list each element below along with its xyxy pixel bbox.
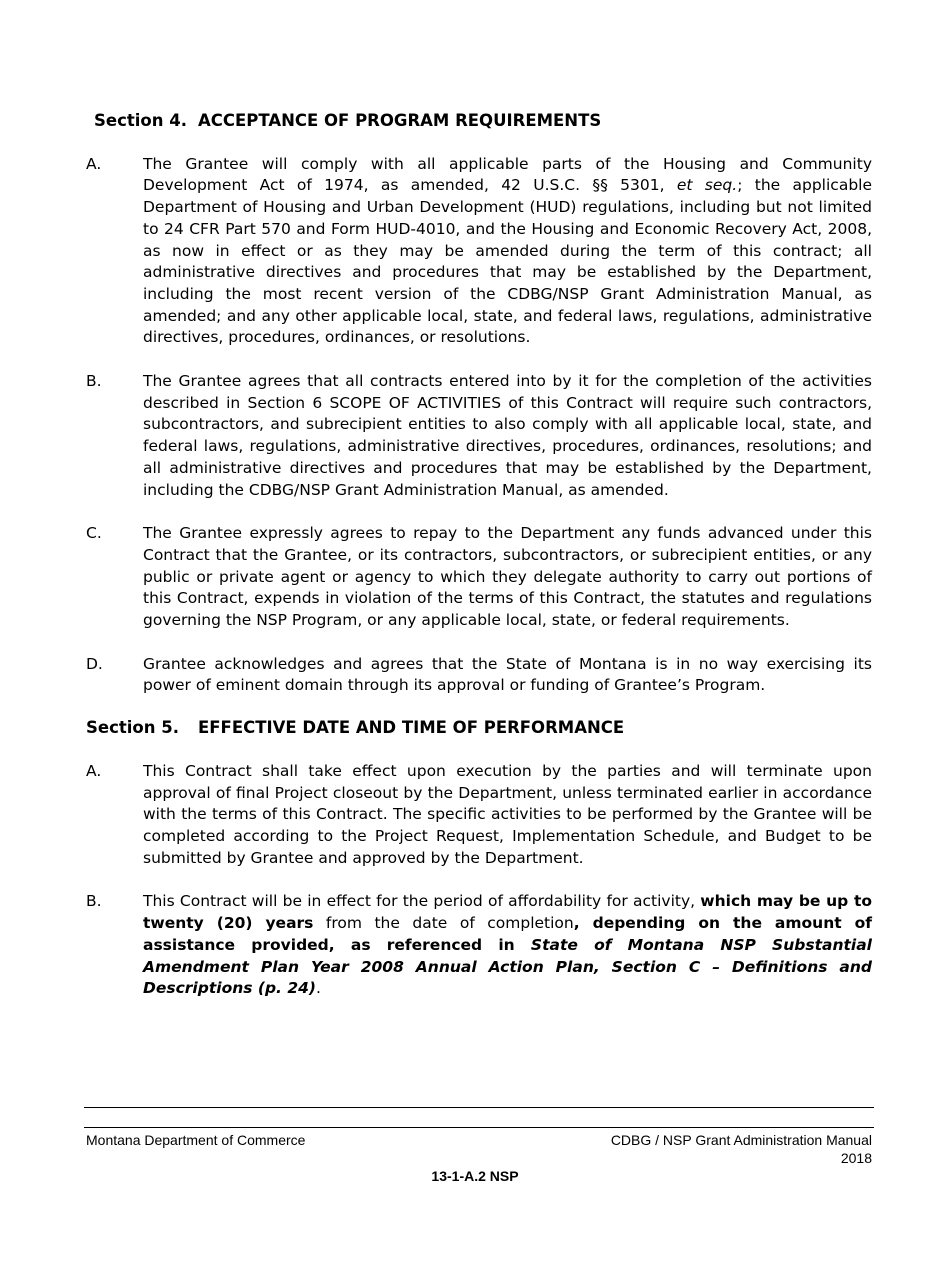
- item-text-part: This Contract will be in effect for the period of affordability for activity,: [143, 892, 701, 911]
- item-letter: A.: [86, 154, 102, 173]
- item-text-bold: , depending on the amount of assistance provided, as referenced in: [143, 914, 873, 954]
- section-5-number: Section 5.: [86, 718, 179, 738]
- section-5-title: EFFECTIVE DATE AND TIME OF PERFORMANCE: [198, 718, 625, 738]
- item-text: The Grantee agrees that all contracts entered into by it for the completion of the activities described in Section 6 SCOPE OF ACTIVITIES of this Contract will require such contractors, subcontractors, and subrecipient entities to also comply with all applicable local, state, and federal laws, regulations, administrative directives, procedures, ordinances, resolutions; and all administrative directives and procedures that may be established by the Department, including the CDBG/NSP Grant Administration Manual, as amended.: [143, 372, 872, 499]
- section-5-item-b: [86, 891, 872, 1000]
- item-text-part: .: [316, 979, 321, 998]
- item-text-part: from the date of completion: [313, 914, 574, 933]
- document-body: [86, 110, 872, 1000]
- item-text: Grantee acknowledges and agrees that the State of Montana is in no way exercising its power of eminent domain through its approval or funding of Grantee’s Program.: [143, 654, 872, 695]
- section-5-heading: [86, 717, 872, 739]
- item-letter: D.: [86, 654, 103, 673]
- item-letter: C.: [86, 524, 102, 543]
- footer-manual-title: CDBG / NSP Grant Administration Manual: [610, 1132, 872, 1148]
- section-4-number: Section 4.: [94, 111, 187, 130]
- section-5-item-a: [86, 761, 872, 870]
- item-text-part: The Grantee will comply with all applicable parts of the Housing and Community Development Act of 1974, as amended, 42 U.S.C. §§ 5301,: [143, 154, 872, 195]
- footer-rule-bottom: [84, 1127, 874, 1128]
- footer-left: Montana Department of Commerce: [86, 1132, 306, 1148]
- section-4-item-a: [86, 154, 872, 349]
- footer-page-id: 13-1-A.2 NSP: [431, 1168, 519, 1184]
- item-letter: A.: [86, 761, 102, 780]
- footer-right: [560, 1131, 872, 1167]
- footer-rule-top: [84, 1107, 874, 1108]
- item-text-bold: which may be up to twenty (20) years: [143, 892, 872, 933]
- section-4-item-d: [86, 654, 872, 697]
- footer-year: 2018: [840, 1150, 872, 1166]
- item-letter: B.: [86, 892, 102, 911]
- item-text: The Grantee expressly agrees to repay to the Department any funds advanced under this Contract that the Grantee, or its contractors, subcontractors, or subrecipient entities, or any public or private agent or agency to which they delegate authority to carry out portions of this Contract, expends in violation of the terms of this Contract, the statutes and regulations governing the NSP Program, or any applicable local, state, or federal requirements.: [143, 524, 872, 630]
- item-text-bold-italic: State of Montana NSP Substantial Amendment Plan Year 2008 Annual Action Plan, Section C – Definitions and Descriptions (p. 24): [143, 935, 872, 998]
- section-4-heading: [86, 110, 872, 132]
- section-4-item-b: [86, 371, 872, 501]
- item-text-part: ; the applicable Department of Housing and Urban Development (HUD) regulations, including but not limited to 24 CFR Part 570 and Form HUD-4010, and the Housing and Economic Recovery Act, 2008, as now in effect or as they may be amended during the term of this contract; all administrative directives and procedures that may be established by the Department, including the most recent version of the CDBG/NSP Grant Administration Manual, as amended; and any other applicable local, state, and federal laws, regulations, administrative directives, procedures, ordinances, or resolutions.: [143, 176, 872, 347]
- item-text: This Contract shall take effect upon execution by the parties and will terminate upon approval of final Project closeout by the Department, unless terminated earlier in accordance with the terms of this Contract. The specific activities to be performed by the Grantee will be completed according to the Project Request, Implementation Schedule, and Budget to be submitted by Grantee and approved by the Department.: [143, 761, 872, 867]
- item-text: [143, 891, 872, 1000]
- section-4-title: ACCEPTANCE OF PROGRAM REQUIREMENTS: [198, 111, 602, 130]
- item-letter: B.: [86, 372, 102, 391]
- item-text-italic: et seq.: [676, 176, 738, 195]
- item-text: [143, 154, 872, 349]
- section-4-item-c: [86, 523, 872, 632]
